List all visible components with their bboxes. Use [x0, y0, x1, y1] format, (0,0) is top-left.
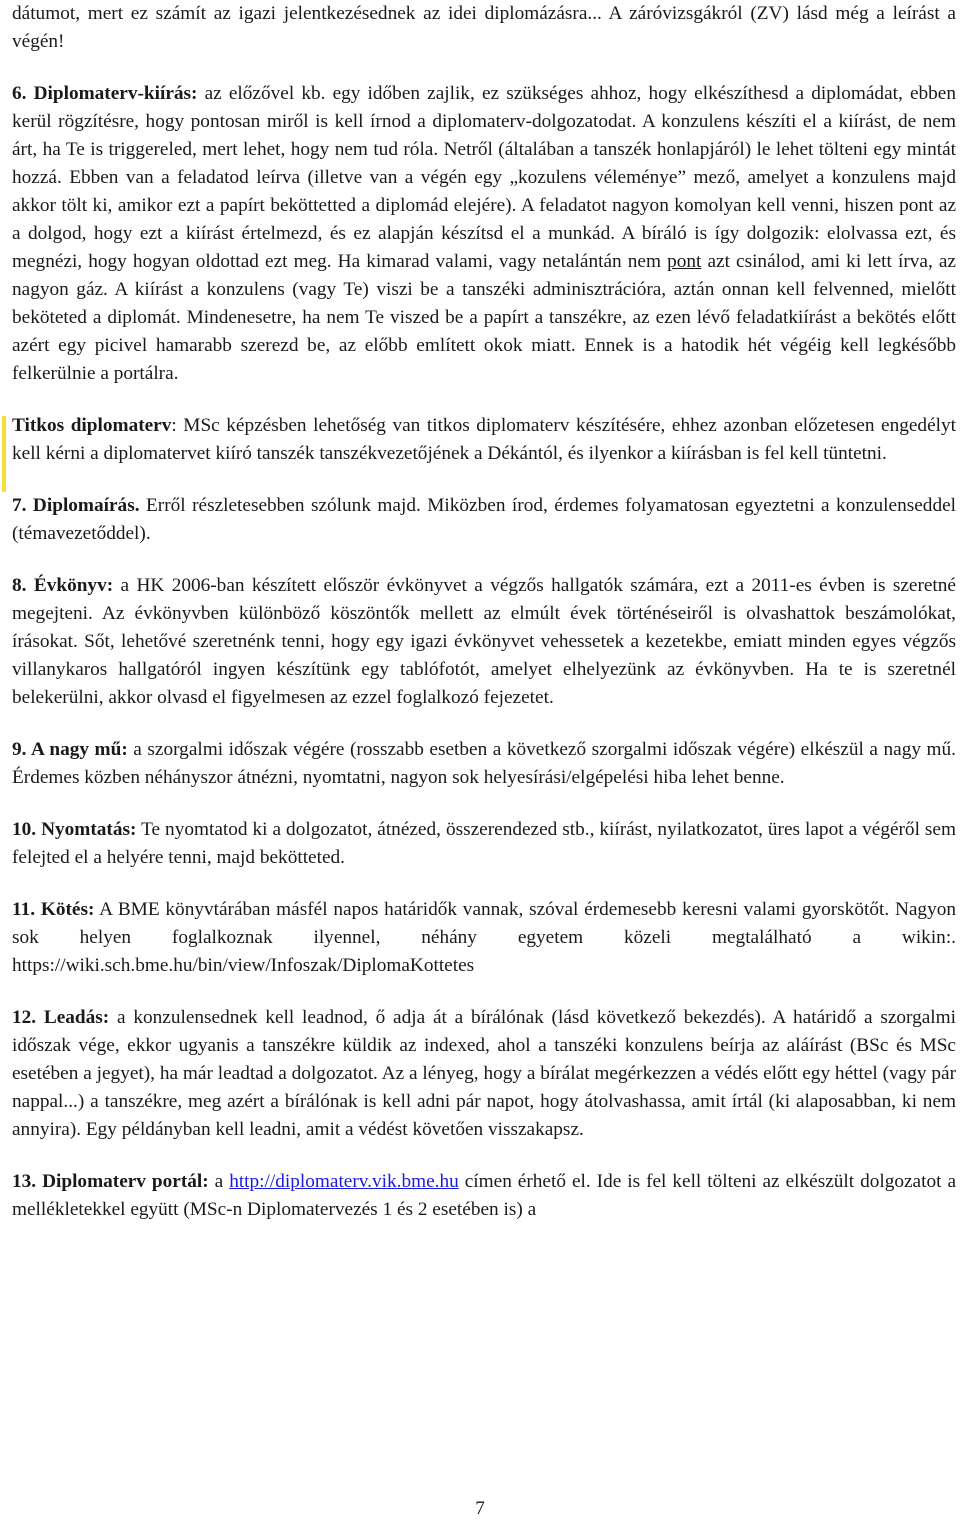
underlined-word: pont	[667, 251, 702, 272]
diplomaterv-portal-link[interactable]: http://diplomaterv.vik.bme.hu	[229, 1171, 459, 1192]
section-10-paragraph: 10. Nyomtatás: Te nyomtatod ki a dolgozatot, átnézed, összerendezed stb., kiírást, nyilatkozatot, üres lapot a végéről sem felejted el a helyére tenni, majd bekötteted.	[12, 819, 956, 868]
section-13-heading: 13. Diplomaterv portál:	[12, 1171, 209, 1192]
section-8-heading: 8. Évkönyv:	[12, 575, 114, 596]
section-10-heading: 10. Nyomtatás:	[12, 819, 137, 840]
highlight-bar	[2, 416, 6, 492]
intro-paragraph: dátumot, mert ez számít az igazi jelentkezésednek az idei diplomázásra... A záróvizsgákról (ZV) lásd még a leírást a végén!	[12, 3, 956, 52]
section-9-heading: 9. A nagy mű:	[12, 739, 128, 760]
document-page	[12, 0, 956, 1224]
section-13-paragraph: 13. Diplomaterv portál: a http://diplomaterv.vik.bme.hu címen érhető el. Ide is fel kell tölteni az elkészült dolgozatot a mellékletekkel együtt (MSc-n Diplomatervezés 1 és 2 esetében is) a	[12, 1171, 956, 1220]
section-9-paragraph: 9. A nagy mű: a szorgalmi időszak végére (rosszabb esetben a következő szorgalmi időszak végére) elkészül a nagy mű. Érdemes közben néhányszor átnézni, nyomtatni, nagyon sok helyesírási/elgépelési hiba lehet benne.	[12, 739, 956, 788]
section-12-heading: 12. Leadás:	[12, 1007, 110, 1028]
page-number: 7	[475, 1498, 485, 1519]
section-7-paragraph: 7. Diplomaírás. Erről részletesebben szólunk majd. Miközben írod, érdemes folyamatosan egyeztetni a konzulenseddel (témavezetőddel).	[12, 495, 956, 544]
section-6-heading: 6. Diplomaterv-kiírás:	[12, 83, 198, 104]
secret-thesis-paragraph: Titkos diplomaterv: MSc képzésben lehetőség van titkos diplomaterv készítésére, ehhez azonban előzetesen engedélyt kell kérni a diplomatervet kiíró tanszék tanszékvezetőjének a Dékántól, és ilyenkor a kiírásban is fel kell tüntetni.	[12, 415, 956, 464]
section-11-heading: 11. Kötés:	[12, 899, 95, 920]
section-12-paragraph: 12. Leadás: a konzulensednek kell leadnod, ő adja át a bírálónak (lásd következő bekezdés). A határidő a szorgalmi időszak vége, ekkor ugyanis a tanszékre küldik az indexed, ahol a tanszéki konzulens beírja az aláírást (BSc és MSc esetében a jegyet), ha már leadtad a dolgozatot. Az a lényeg, hogy a bírálat megérkezzen a védés előtt egy héttel (vagy pár nappal...) a tanszékre, meg azért a bírálónak is kell adni pár napot, hogy átolvashassa, amit írtál (ki alaposabban, ki nem annyira). Egy példányban kell leadni, amit a védést követően visszakapsz.	[12, 1007, 957, 1140]
section-8-paragraph: 8. Évkönyv: a HK 2006-ban készített először évkönyvet a végzős hallgatók számára, ezt a 2011-es évben is szeretné megejteni. Az évkönyvben különböző köszöntők mellett az elmúlt évek történéseiről is olvashattok beszámolókat, írásokat. Sőt, lehetővé szeretnénk tenni, hogy egy igazi évkönyvet vehessetek a kezetekbe, emiatt minden egyes végzős villanykaros hallgatóról ingyen készítünk egy tablófotót, amelyet elhelyezünk az évkönyvben. Ha te is szeretnél belekerülni, akkor olvasd el figyelmesen az ezzel foglalkozó fejezetet.	[12, 575, 956, 708]
section-7-heading: 7. Diplomaírás.	[12, 495, 140, 516]
section-6-paragraph: 6. Diplomaterv-kiírás: az előzővel kb. egy időben zajlik, ez szükséges ahhoz, hogy elkészíthesd a diplomádat, ebben kerül rögzítésre, hogy pontosan miről is kell írnod a diplomaterv-dolgozatodat. A konzulens készíti el a kiírást, de nem árt, ha Te is triggereled, mert lehet, hogy nem tud róla. Netről (általában a tanszék honlapjáról) le lehet tölteni egy mintát hozzá. Ebben van a feladatod leírva (illetve van a végén egy „kozulens véleménye” mező, amelyet a konzulens majd akkor tölt ki, amikor ezt a papírt beköttetted a diplomád elejére). A feladatot nagyon komolyan kell venni, hiszen pont az a dolgod, hogy ezt a kiírást értelmezd, és ez alapján készítsd el a munkád. A bíráló is így dolgozik: elolvassa ezt, és megnézi, hogy hogyan oldottad ezt meg. Ha kimarad valami, vagy netalántán nem pont azt csinálod, ami ki lett írva, az nagyon gáz. A kiírást a konzulens (vagy Te) viszi be a tanszéki adminisztrációra, aztán onnan kell felvenned, mielőtt beköteted a diplomát. Mindenesetre, ha nem Te viszed be a papírt a tanszékre, az ezen lévő feladatkiírást a bekötés előtt azért egy picivel hamarabb szerezd be, az előbb említett okok miatt. Ennek is a hatodik hét végéig kell legkésőbb felkerülnie a portálra.	[12, 83, 956, 384]
secret-thesis-block	[12, 412, 956, 468]
section-11-paragraph: 11. Kötés: A BME könyvtárában másfél napos határidők vannak, szóval érdemesebb keresni valami gyorskötőt. Nagyon sok helyen foglalkoznak ilyennel, néhány egyetem közeli megtalálható a wikin:. https://wiki.sch.bme.hu/bin/view/Infoszak/DiplomaKottetes	[12, 899, 956, 976]
secret-thesis-heading: Titkos diplomaterv	[12, 415, 172, 436]
